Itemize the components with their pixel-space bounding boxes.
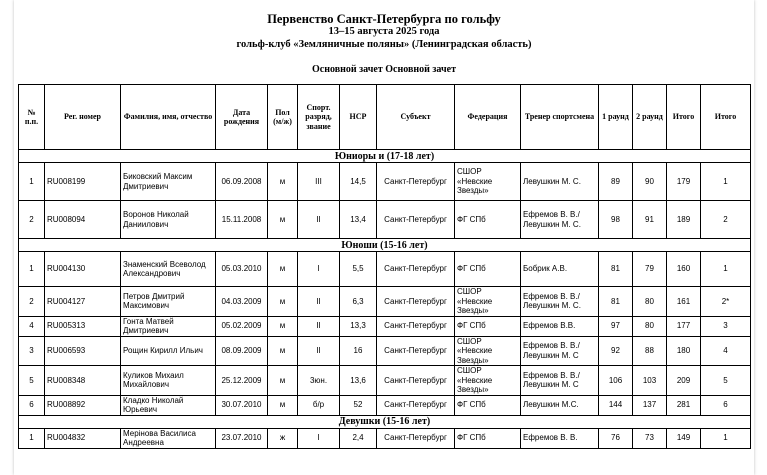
cell-subject: Санкт-Петербург [377,163,455,201]
cell-rank: II [298,201,340,239]
cell-federation: ФГ СПб [455,395,521,415]
col-hcp: HCP [340,85,377,150]
cell-total: 180 [667,336,701,366]
cell-federation: ФГ СПб [455,428,521,448]
cell-coach: Ефремов В. В./Левушкин М. С. [521,201,599,239]
cell-subject: Санкт-Петербург [377,395,455,415]
cell-num: 2 [19,287,45,317]
cell-r2: 73 [633,428,667,448]
event-venue: гольф-клуб «Земляничные поляны» (Ленинградская область) [236,39,532,50]
cell-total: 281 [667,395,701,415]
cell-hcp: 13,3 [340,316,377,336]
cell-place: 2 [701,201,751,239]
cell-coach: Ефремов В. В./Левушкин М. С [521,366,599,396]
cell-r2: 91 [633,201,667,239]
cell-r2: 103 [633,366,667,396]
cell-r1: 97 [599,316,633,336]
cell-num: 1 [19,252,45,287]
cell-federation: СШОР «Невские Звезды» [455,366,521,396]
cell-sex: м [268,395,298,415]
cell-rank: III [298,163,340,201]
cell-subject: Санкт-Петербург [377,287,455,317]
cell-coach: Ефремов В. В./Левушкин М. С [521,336,599,366]
cell-reg: RU008892 [45,395,121,415]
table-row [19,163,751,201]
event-dates: 13–15 августа 2025 года [328,26,440,37]
col-rank: Спорт. разряд, звание [298,85,340,150]
group-header-row [19,239,751,252]
cell-r1: 76 [599,428,633,448]
cell-hcp: 14,5 [340,163,377,201]
cell-place: 1 [701,428,751,448]
col-round1: 1 раунд [599,85,633,150]
cell-total: 160 [667,252,701,287]
cell-federation: ФГ СПб [455,201,521,239]
cell-federation: ФГ СПб [455,252,521,287]
cell-place: 1 [701,252,751,287]
cell-sex: ж [268,428,298,448]
col-num: № п.п. [19,85,45,150]
cell-hcp: 52 [340,395,377,415]
col-total: Итого [667,85,701,150]
cell-subject: Санкт-Петербург [377,201,455,239]
group-title: Девушки (15-16 лет) [19,415,751,428]
col-subject: Субъект [377,85,455,150]
cell-dob: 08.09.2009 [216,336,268,366]
table-row [19,395,751,415]
table-row [19,366,751,396]
cell-r2: 80 [633,287,667,317]
cell-r1: 98 [599,201,633,239]
col-federation: Федерация [455,85,521,150]
cell-sex: м [268,287,298,317]
cell-coach: Левушкин М.С. [521,395,599,415]
cell-subject: Санкт-Петербург [377,316,455,336]
cell-reg: RU008199 [45,163,121,201]
group-header-row [19,150,751,163]
cell-hcp: 2,4 [340,428,377,448]
cell-coach: Левушкин М. С. [521,163,599,201]
table-row [19,201,751,239]
table-row [19,316,751,336]
col-coach: Тренер спортсмена [521,85,599,150]
cell-r1: 81 [599,287,633,317]
cell-hcp: 6,3 [340,287,377,317]
cell-name: Рощин Кирилл Ильич [121,336,216,366]
col-dob: Дата рождения [216,85,268,150]
cell-federation: СШОР «Невские Звезды» [455,163,521,201]
cell-num: 1 [19,163,45,201]
cell-coach: Ефремов В. В. [521,428,599,448]
page-title: Первенство Санкт-Петербурга по гольфу [267,12,501,26]
cell-total: 189 [667,201,701,239]
cell-dob: 04.03.2009 [216,287,268,317]
cell-reg: RU005313 [45,316,121,336]
col-name: Фамилия, имя, отчество [121,85,216,150]
cell-num: 6 [19,395,45,415]
table-row [19,336,751,366]
cell-dob: 15.11.2008 [216,201,268,239]
table-row [19,252,751,287]
cell-sex: м [268,252,298,287]
cell-rank: II [298,287,340,317]
table-row [19,287,751,317]
cell-name: Кладко Николай Юрьевич [121,395,216,415]
cell-rank: II [298,316,340,336]
cell-num: 5 [19,366,45,396]
cell-dob: 06.09.2008 [216,163,268,201]
table-header-row [19,85,751,150]
group-title: Юниоры и (17-18 лет) [19,150,751,163]
cell-reg: RU008348 [45,366,121,396]
cell-dob: 23.07.2010 [216,428,268,448]
cell-subject: Санкт-Петербург [377,336,455,366]
cell-sex: м [268,336,298,366]
cell-total: 179 [667,163,701,201]
cell-reg: RU008094 [45,201,121,239]
cell-reg: RU004130 [45,252,121,287]
cell-name: Куликов Михаил Михайлович [121,366,216,396]
cell-federation: СШОР «Невские Звезды» [455,336,521,366]
cell-place: 5 [701,366,751,396]
cell-sex: м [268,366,298,396]
cell-num: 4 [19,316,45,336]
group-header-row [19,415,751,428]
cell-place: 1 [701,163,751,201]
cell-reg: RU004832 [45,428,121,448]
cell-r2: 137 [633,395,667,415]
cell-rank: I [298,252,340,287]
cell-place: 6 [701,395,751,415]
cell-name: Биковский Максим Дмитриевич [121,163,216,201]
cell-num: 3 [19,336,45,366]
cell-total: 161 [667,287,701,317]
cell-dob: 05.03.2010 [216,252,268,287]
cell-subject: Санкт-Петербург [377,252,455,287]
cell-name: Воронов Николай Даниилович [121,201,216,239]
document-page [14,0,754,475]
cell-sex: м [268,163,298,201]
cell-hcp: 16 [340,336,377,366]
cell-r1: 144 [599,395,633,415]
table-row [19,428,751,448]
col-round2: 2 раунд [633,85,667,150]
results-table [18,84,751,449]
cell-r2: 79 [633,252,667,287]
cell-federation: ФГ СПб [455,316,521,336]
cell-name: Петров Дмитрий Максимович [121,287,216,317]
cell-place: 3 [701,316,751,336]
cell-sex: м [268,316,298,336]
table-body [19,150,751,449]
cell-rank: б/р [298,395,340,415]
cell-federation: СШОР «Невские Звезды» [455,287,521,317]
cell-num: 2 [19,201,45,239]
cell-num: 1 [19,428,45,448]
cell-r2: 88 [633,336,667,366]
cell-r1: 106 [599,366,633,396]
cell-r2: 90 [633,163,667,201]
cell-hcp: 13,4 [340,201,377,239]
cell-hcp: 5,5 [340,252,377,287]
cell-total: 149 [667,428,701,448]
cell-name: Гонта Матвей Дмитриевич [121,316,216,336]
cell-sex: м [268,201,298,239]
group-title: Юноши (15-16 лет) [19,239,751,252]
cell-coach: Ефремов В.В. [521,316,599,336]
cell-place: 2* [701,287,751,317]
section-title: Основной зачет Основной зачет [311,64,457,75]
cell-total: 177 [667,316,701,336]
cell-rank: I [298,428,340,448]
cell-dob: 05.02.2009 [216,316,268,336]
cell-reg: RU004127 [45,287,121,317]
cell-dob: 30.07.2010 [216,395,268,415]
col-sex: Пол (м/ж) [268,85,298,150]
cell-r1: 89 [599,163,633,201]
col-place: Итого [701,85,751,150]
cell-dob: 25.12.2009 [216,366,268,396]
cell-name: Мерінова Василиса Андреевна [121,428,216,448]
cell-r1: 81 [599,252,633,287]
cell-coach: Бобрик А.В. [521,252,599,287]
cell-subject: Санкт-Петербург [377,366,455,396]
cell-hcp: 13,6 [340,366,377,396]
cell-r2: 80 [633,316,667,336]
cell-subject: Санкт-Петербург [377,428,455,448]
cell-reg: RU006593 [45,336,121,366]
cell-total: 209 [667,366,701,396]
cell-r1: 92 [599,336,633,366]
cell-name: Знаменский Всеволод Александрович [121,252,216,287]
cell-rank: 3юн. [298,366,340,396]
col-reg: Рег. номер [45,85,121,150]
cell-rank: II [298,336,340,366]
cell-place: 4 [701,336,751,366]
cell-coach: Ефремов В. В./Левушкин М. С. [521,287,599,317]
